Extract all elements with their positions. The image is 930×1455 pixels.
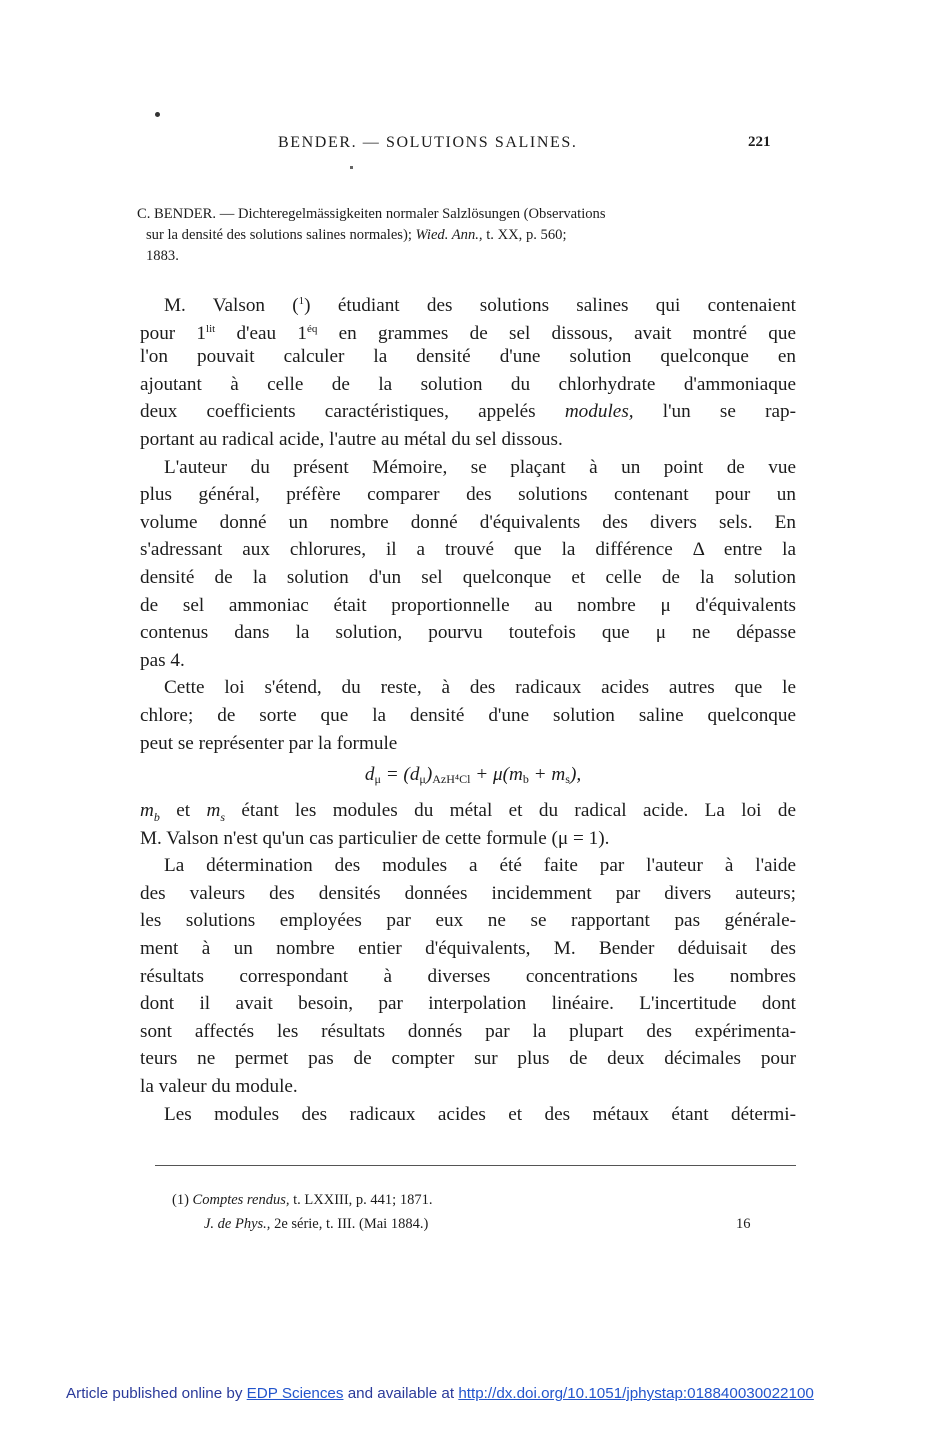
body-line: résultats correspondant à diverses concentrations les nombres (140, 965, 796, 987)
bibliographic-reference (137, 204, 787, 267)
body-line: M. Valson n'est qu'un cas particulier de cette formule (μ = 1). (140, 827, 610, 849)
body-line: les solutions employées par eux ne se rapportant pas générale- (140, 910, 796, 932)
body-line: peut se représenter par la formule (140, 732, 398, 754)
body-line: sont affectés les résultats donnés par la plupart des expérimenta- (140, 1020, 796, 1042)
body-line: Cette loi s'étend, du reste, à des radicaux acides autres que le (164, 677, 796, 699)
publisher-footer: Article published online by EDP Sciences and available at http://dx.doi.org/10.1051/jphystap:018840030022100 (66, 1385, 814, 1402)
body-line: densité de la solution d'un sel quelconque et celle de la solution (140, 566, 796, 588)
body-line: La détermination des modules a été faite par l'auteur à l'aide (164, 855, 796, 877)
body-line: ajoutant à celle de la solution du chlorhydrate d'ammoniaque (140, 373, 796, 395)
body-line: pas 4. (140, 649, 185, 671)
footnotes (172, 1188, 772, 1236)
body-line: Les modules des radicaux acides et des métaux étant détermi- (164, 1103, 796, 1125)
reference-line-3: 1883. (146, 248, 179, 264)
article-body (140, 288, 796, 1128)
page-signature-line: J. de Phys., 2e série, t. III. (Mai 1884.) 16 (172, 1212, 772, 1236)
publisher-link[interactable]: EDP Sciences (246, 1385, 344, 1402)
body-line: volume donné un nombre donné d'équivalents des divers sels. En (140, 511, 796, 533)
density-formula: $d_\mu = (d_\mu)_{AzH^4Cl} + \mu(m_b + m_s)$, (364, 764, 582, 787)
reference-line-1: C. BENDER. — Dichteregelmässigkeiten normaler Salzlösungen (Observations (137, 206, 606, 222)
journal-title: Wied. Ann., (415, 227, 483, 243)
doi-link[interactable]: http://dx.doi.org/10.1051/jphystap:018840030022100 (458, 1385, 814, 1402)
body-line: L'auteur du présent Mémoire, se plaçant à un point de vue (164, 456, 796, 478)
body-line: la valeur du module. (140, 1076, 298, 1098)
signature-number: 16 (736, 1216, 751, 1232)
body-line: plus général, préfère comparer des solutions contenant pour un (140, 484, 796, 506)
body-line: ment à un nombre entier d'équivalents, M. Bender déduisait des (140, 938, 796, 960)
body-line: $m_b$ et $m_s$ étant les modules du métal et du radical acide. La loi de (140, 800, 796, 824)
body-line: chlore; de sorte que la densité d'une solution saline quelconque (140, 704, 796, 726)
body-line: deux coefficients caractéristiques, appelés modules, l'un se rap- (140, 401, 796, 423)
stray-dot (155, 112, 160, 117)
page-number: 221 (748, 134, 771, 150)
footnote-1: (1) Comptes rendus, t. LXXIII, p. 441; 1871. (172, 1192, 433, 1208)
body-line: M. Valson ($^1$) étudiant des solutions salines qui contenaient (164, 295, 797, 316)
footnote-rule-left (155, 1165, 225, 1166)
body-line: des valeurs des densités données incidemment par divers auteurs; (140, 882, 796, 904)
body-line: teurs ne permet pas de compter sur plus de deux décimales pour (140, 1048, 796, 1070)
body-line: de sel ammoniac était proportionnelle au nombre μ d'équivalents (140, 594, 796, 616)
body-line: dont il avait besoin, par interpolation linéaire. L'incertitude dont (140, 993, 796, 1015)
reference-line-2: sur la densité des solutions salines normales); Wied. Ann., t. XX, p. 560; (146, 227, 567, 243)
body-line: contenus dans la solution, pourvu toutefois que μ ne dépasse (140, 622, 796, 644)
footnote-rule (225, 1165, 796, 1166)
body-line: l'on pouvait calculer la densité d'une solution quelconque en (140, 346, 796, 368)
body-line: s'adressant aux chlorures, il a trouvé que la différence Δ entre la (140, 539, 796, 561)
stray-mark (350, 166, 353, 169)
running-title: BENDER. — SOLUTIONS SALINES. (278, 134, 578, 151)
body-line: portant au radical acide, l'autre au métal du sel dissous. (140, 428, 563, 450)
body-line: pour $1^{lit}$ d'eau $1^{éq}$ en grammes de sel dissous, avait montré que (140, 322, 796, 344)
